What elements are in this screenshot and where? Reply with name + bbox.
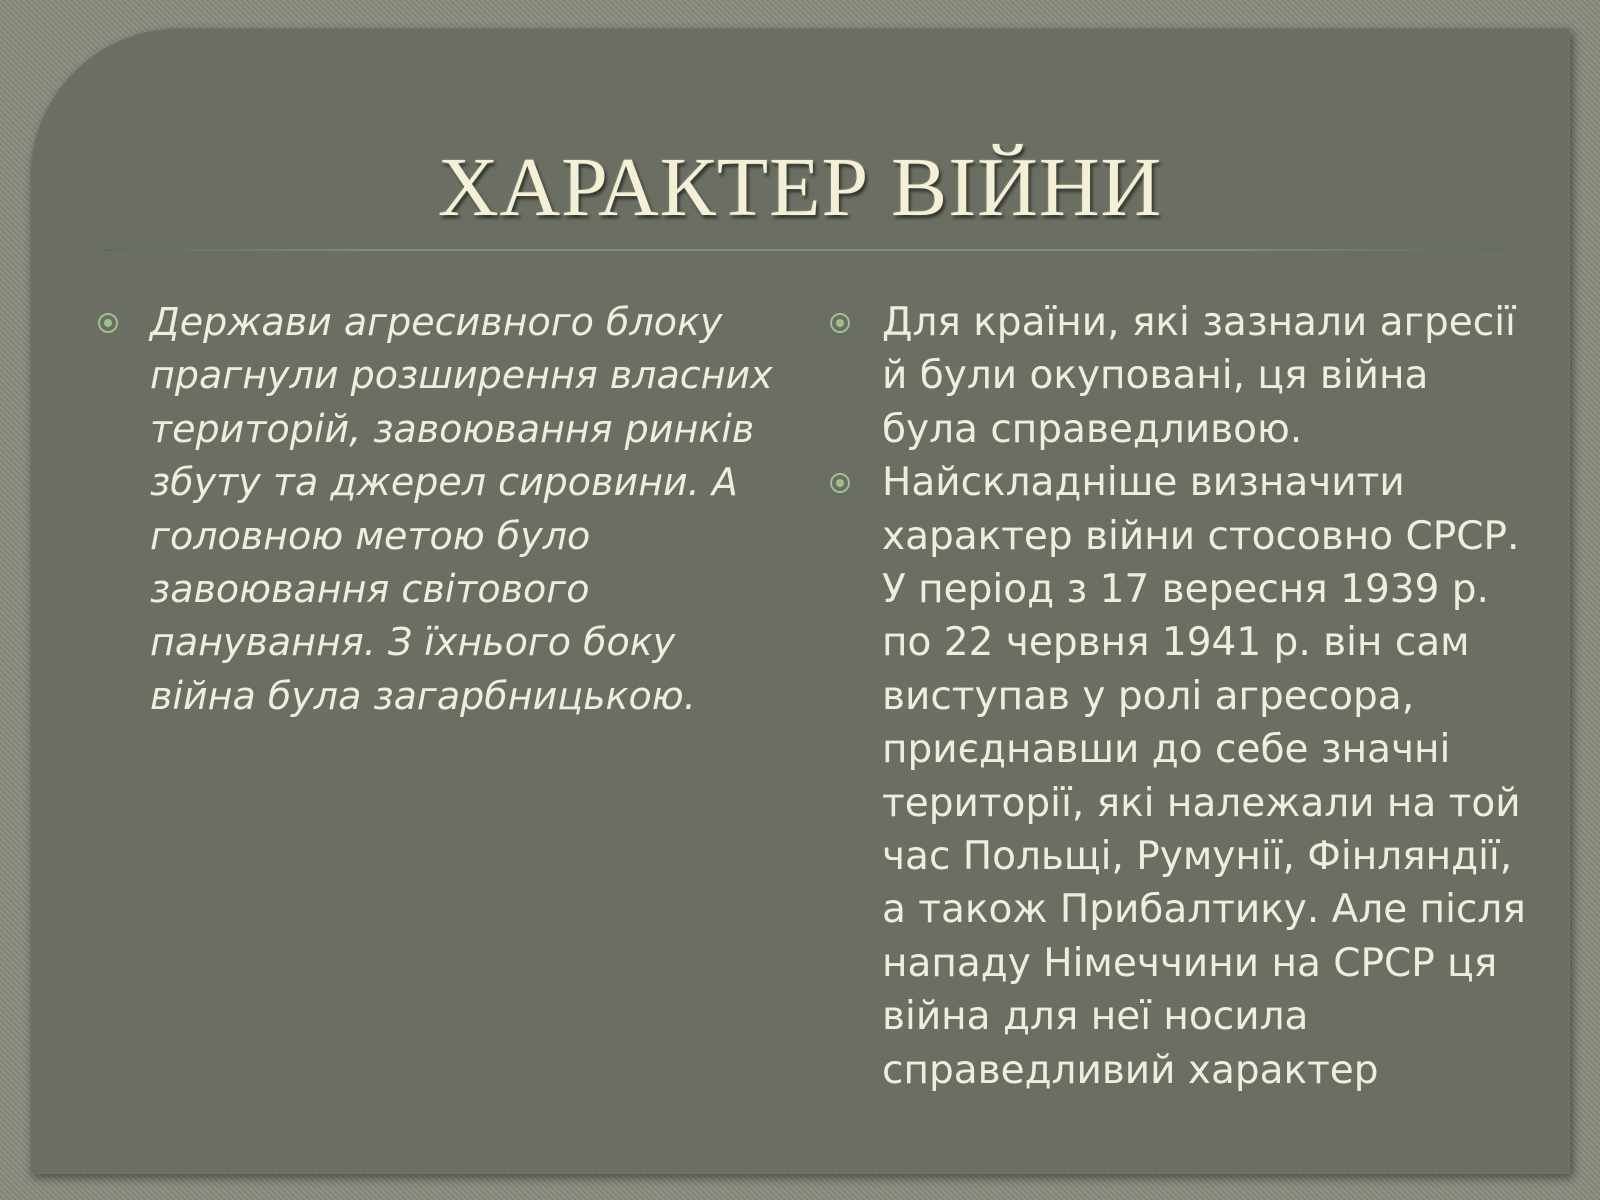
bullet-text: Для країни, які зазнали агресії й були окуповані, ця війна була справедливою.	[882, 300, 1516, 452]
title-divider	[102, 249, 1502, 251]
bullet-text: Держави агресивного блоку прагнули розширення власних територій, завоювання ринків збуту та джерел сировини. А головною метою було завоювання світового панування. З їхнього боку війна була загарбницькою.	[150, 300, 773, 718]
bullet-text: Найскладніше визначити характер війни стосовно СРСР. У період з 17 вересня 1939 р. по 22 червня 1941 р. він сам виступав у ролі агресора, приєднавши до себе значні території, які належали на той час Польщі, Румунії, Фінляндії, а також Прибалтику. Але після нападу Німеччини на СРСР ця війна для неї носила справедливий характер	[882, 460, 1526, 1093]
left-column	[98, 296, 778, 723]
bullet-circle-icon	[830, 473, 850, 493]
slide-title: ХАРАКТЕР ВІЙНИ	[437, 141, 1163, 234]
bullet-circle-icon	[830, 313, 850, 333]
right-column	[830, 296, 1530, 1097]
bullet-item	[830, 456, 1530, 1097]
bullet-circle-icon	[98, 313, 118, 333]
bullet-item	[98, 296, 778, 723]
bullet-item	[830, 296, 1530, 456]
